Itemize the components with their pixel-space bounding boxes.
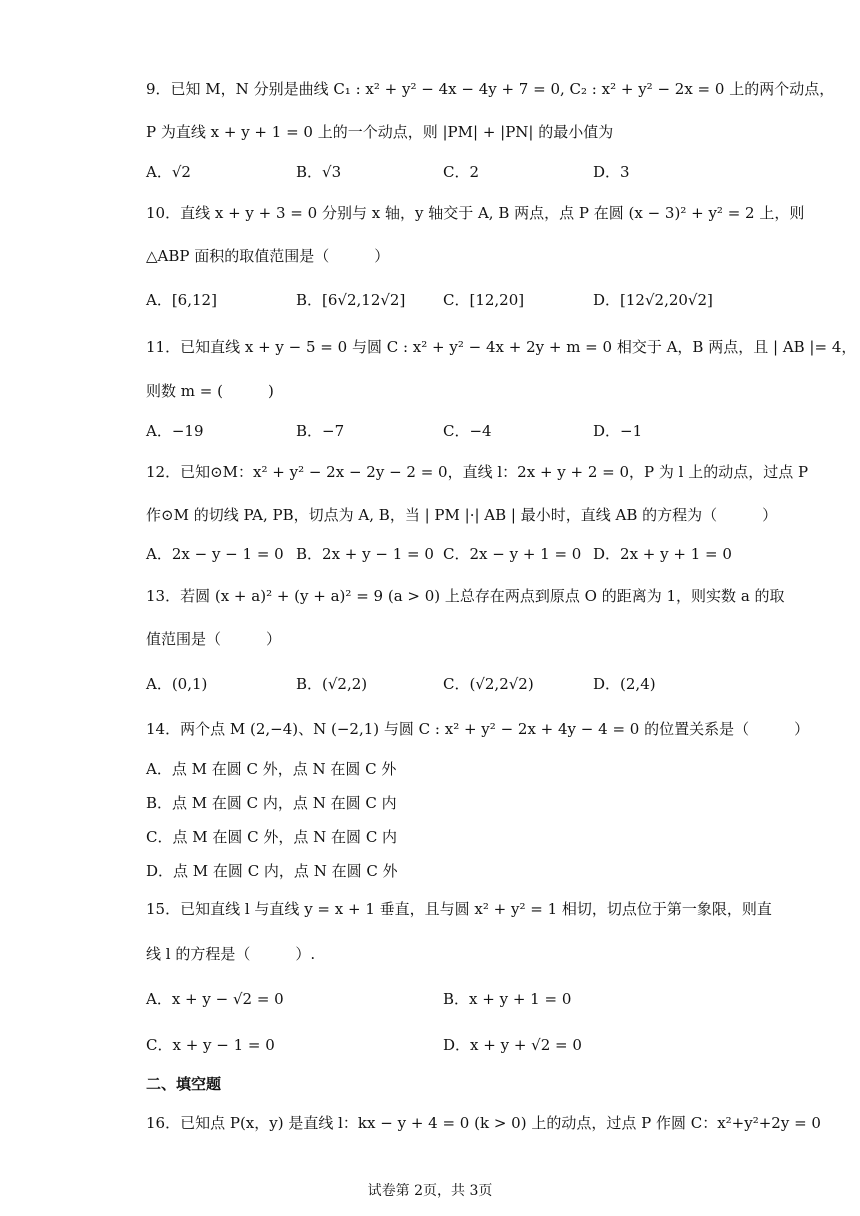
q11-option-b: B．−7	[296, 422, 345, 440]
q12-option-a: A．2x − y − 1 = 0	[146, 545, 284, 563]
q13-option-b: B．(√2,2)	[296, 675, 368, 693]
q12-option-b: B．2x + y − 1 = 0	[296, 545, 434, 563]
q15-option-c: C．x + y − 1 = 0	[146, 1036, 275, 1054]
q10-option-c: C．[12,20]	[443, 291, 525, 309]
q14-option-a: A．点 M 在圆 C 外，点 N 在圆 C 外	[146, 760, 397, 778]
q16-line1: 16．已知点 P(x，y) 是直线 l：kx − y + 4 = 0 (k > 0) 上的动点，过点 P 作圆 C：x²+y²+2y = 0	[146, 1114, 821, 1132]
q14-option-c: C．点 M 在圆 C 外，点 N 在圆 C 内	[146, 828, 398, 846]
q10-option-d: D．[12√2,20√2]	[593, 291, 713, 309]
q12-line2: 作⊙M 的切线 PA, PB，切点为 A, B，当 | PM |·| AB | 最小时，直线 AB 的方程为（ ）	[146, 506, 778, 524]
q13-option-d: D．(2,4)	[593, 675, 656, 693]
q13-option-c: C．(√2,2√2)	[443, 675, 534, 693]
q9-line1: 9．已知 M，N 分别是曲线 C₁ : x² + y² − 4x − 4y + 7 = 0, C₂ : x² + y² − 2x = 0 上的两个动点，	[146, 80, 835, 98]
page-footer: 试卷第 2页，共 3页	[367, 1183, 493, 1199]
q11-option-d: D．−1	[593, 422, 643, 440]
q9-option-c: C．2	[443, 163, 480, 181]
q10-line1: 10．直线 x + y + 3 = 0 分别与 x 轴，y 轴交于 A, B 两点，点 P 在圆 (x − 3)² + y² = 2 上，则	[146, 204, 805, 222]
q10-option-a: A．[6,12]	[146, 291, 217, 309]
q13-option-a: A．(0,1)	[146, 675, 208, 693]
q15-option-b: B．x + y + 1 = 0	[443, 990, 572, 1008]
q9-option-a: A．√2	[146, 163, 191, 181]
q15-line1: 15．已知直线 l 与直线 y = x + 1 垂直，且与圆 x² + y² = 1 相切，切点位于第一象限，则直	[146, 900, 772, 918]
section-title-fill-in: 二、填空题	[146, 1075, 222, 1093]
q10-line2: △ABP 面积的取值范围是（ ）	[146, 247, 390, 265]
q11-option-c: C．−4	[443, 422, 492, 440]
q14-option-b: B．点 M 在圆 C 内，点 N 在圆 C 内	[146, 794, 397, 812]
q15-option-a: A．x + y − √2 = 0	[146, 990, 284, 1008]
q13-line2: 值范围是（ ）	[146, 630, 282, 648]
q10-option-b: B．[6√2,12√2]	[296, 291, 406, 309]
q15-option-d: D．x + y + √2 = 0	[443, 1036, 582, 1054]
q11-line2: 则数 m = ( )	[146, 382, 274, 400]
q9-option-d: D．3	[593, 163, 630, 181]
q13-line1: 13．若圆 (x + a)² + (y + a)² = 9 (a > 0) 上总存在两点到原点 O 的距离为 1，则实数 a 的取	[146, 587, 785, 605]
q14-line1: 14．两个点 M (2,−4)、N (−2,1) 与圆 C : x² + y² − 2x + 4y − 4 = 0 的位置关系是（ ）	[146, 720, 810, 738]
q11-option-a: A．−19	[146, 422, 204, 440]
q15-line2: 线 l 的方程是（ ）.	[146, 945, 316, 963]
q9-line2: P 为直线 x + y + 1 = 0 上的一个动点，则 |PM| + |PN| 的最小值为	[146, 123, 614, 141]
q12-line1: 12．已知⊙M：x² + y² − 2x − 2y − 2 = 0，直线 l：2x + y + 2 = 0，P 为 l 上的动点，过点 P	[146, 463, 809, 481]
q12-option-d: D．2x + y + 1 = 0	[593, 545, 732, 563]
q14-option-d: D．点 M 在圆 C 内，点 N 在圆 C 外	[146, 862, 398, 880]
q11-line1: 11．已知直线 x + y − 5 = 0 与圆 C : x² + y² − 4x + 2y + m = 0 相交于 A，B 两点，且 | AB |= 4，	[146, 338, 857, 356]
q12-option-c: C．2x − y + 1 = 0	[443, 545, 582, 563]
q9-option-b: B．√3	[296, 163, 342, 181]
